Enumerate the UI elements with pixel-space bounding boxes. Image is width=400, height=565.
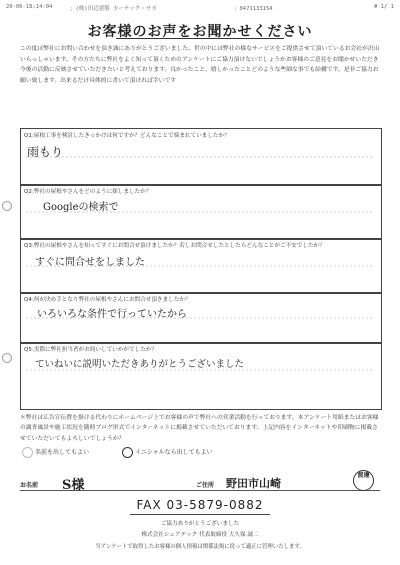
question-3-label: Q3:弊社の屋根やさんを知ってすぐにお問合せ頂けましたか？若しお問合せしたとしたらどんなことがご不安でしたか？ [24,243,325,249]
name-value: S様 [62,478,85,493]
question-5-label: Q5:実際に弊社担当者がお伺いしていかがでしたか？ [24,347,157,353]
question-5-answer: ていねいに説明いただきありがとうございました [35,359,245,370]
circled-checkbox-icon [122,447,133,458]
question-1-answer: 雨もり [27,145,64,159]
fax-sender: ；(株)田辺建築 カーテック・サカ [70,6,157,12]
address-label: ご住所 [196,482,215,489]
page-title: お客様のお声をお聞かせください [87,24,313,40]
intro-text: この度は弊社にお問い合わせを頂き誠にありがとうございました。世の中には弊社の様なサービスをご提供させて頂いているお会社が沢山いらっしゃいます。その方たちに弊社をよく知って頂くためのアンケートにご協力頂けないでしょうかお客様のご意見をお聞かせいただき今後の活動に反映させていただきたいと考えております。良かったこと、嬉しかったことどのような些細な事でも結構です。是非ご協力お願い致します。出来るだけ具体的に書いて頂ければ幸いです [20,46,380,84]
privacy-note: 当アンケートで取得したお客様の個人情報は関係法規に従って適正に管理いたします。 [95,544,305,550]
name-label: お名前 [20,482,39,489]
fax-page: # 1/ 1 [374,4,394,10]
option-name-ok[interactable] [22,447,89,458]
company-signature: 株式会社シェアテック 代表取締役 大久保 誠二 [141,532,259,538]
address-value: 野田市山崎 [226,477,281,490]
question-1-label: Q1:屋根工事を検討したきっかけは何ですか？どんなことで悩まれていましたか？ [24,133,230,139]
question-3-answer: すぐに問合せをしました [35,257,145,268]
question-2-answer: Googleの検索で [43,202,119,213]
fax-underline [130,514,270,515]
customer-info-row [20,475,380,491]
seal-stamp: 渡邊 [353,470,374,491]
fax-number-reply: FAX 03-5879-0882 [136,498,264,512]
publication-consent-note: ＊弊社は広告宣伝費を掛ける代わりにホームページ上でお客様の声で弊社への営業活動を行っております。本アンケート用紙またはお客様の調査風景や施工状況を随時ブログ形式でインターネットに掲載させていただいております。上記内容をインターネットや印刷物に掲載させていただいてもよろしいでしょうか？ [20,415,379,442]
question-2-label: Q2:弊社の屋根やさんをどのように探しましたか？ [24,189,152,195]
option-initial-ok-label: イニシャルなら出してもよい [135,449,213,456]
fax-number: ；0471133154 [234,6,273,12]
option-initial-ok[interactable] [122,447,213,458]
question-4-label: Q4:何が決め手となり弊社の屋根やさんにお問合せ頂きましたか？ [24,297,191,303]
checkbox-icon [22,447,33,458]
option-name-ok-label: 名前を出してもよい [35,449,90,456]
thanks-message: ご協力ありがとうございました [160,521,240,527]
question-4-answer: いろいろな条件で行っていたから [37,309,187,320]
fax-timestamp: 20-06-18;14:04 [6,4,53,10]
